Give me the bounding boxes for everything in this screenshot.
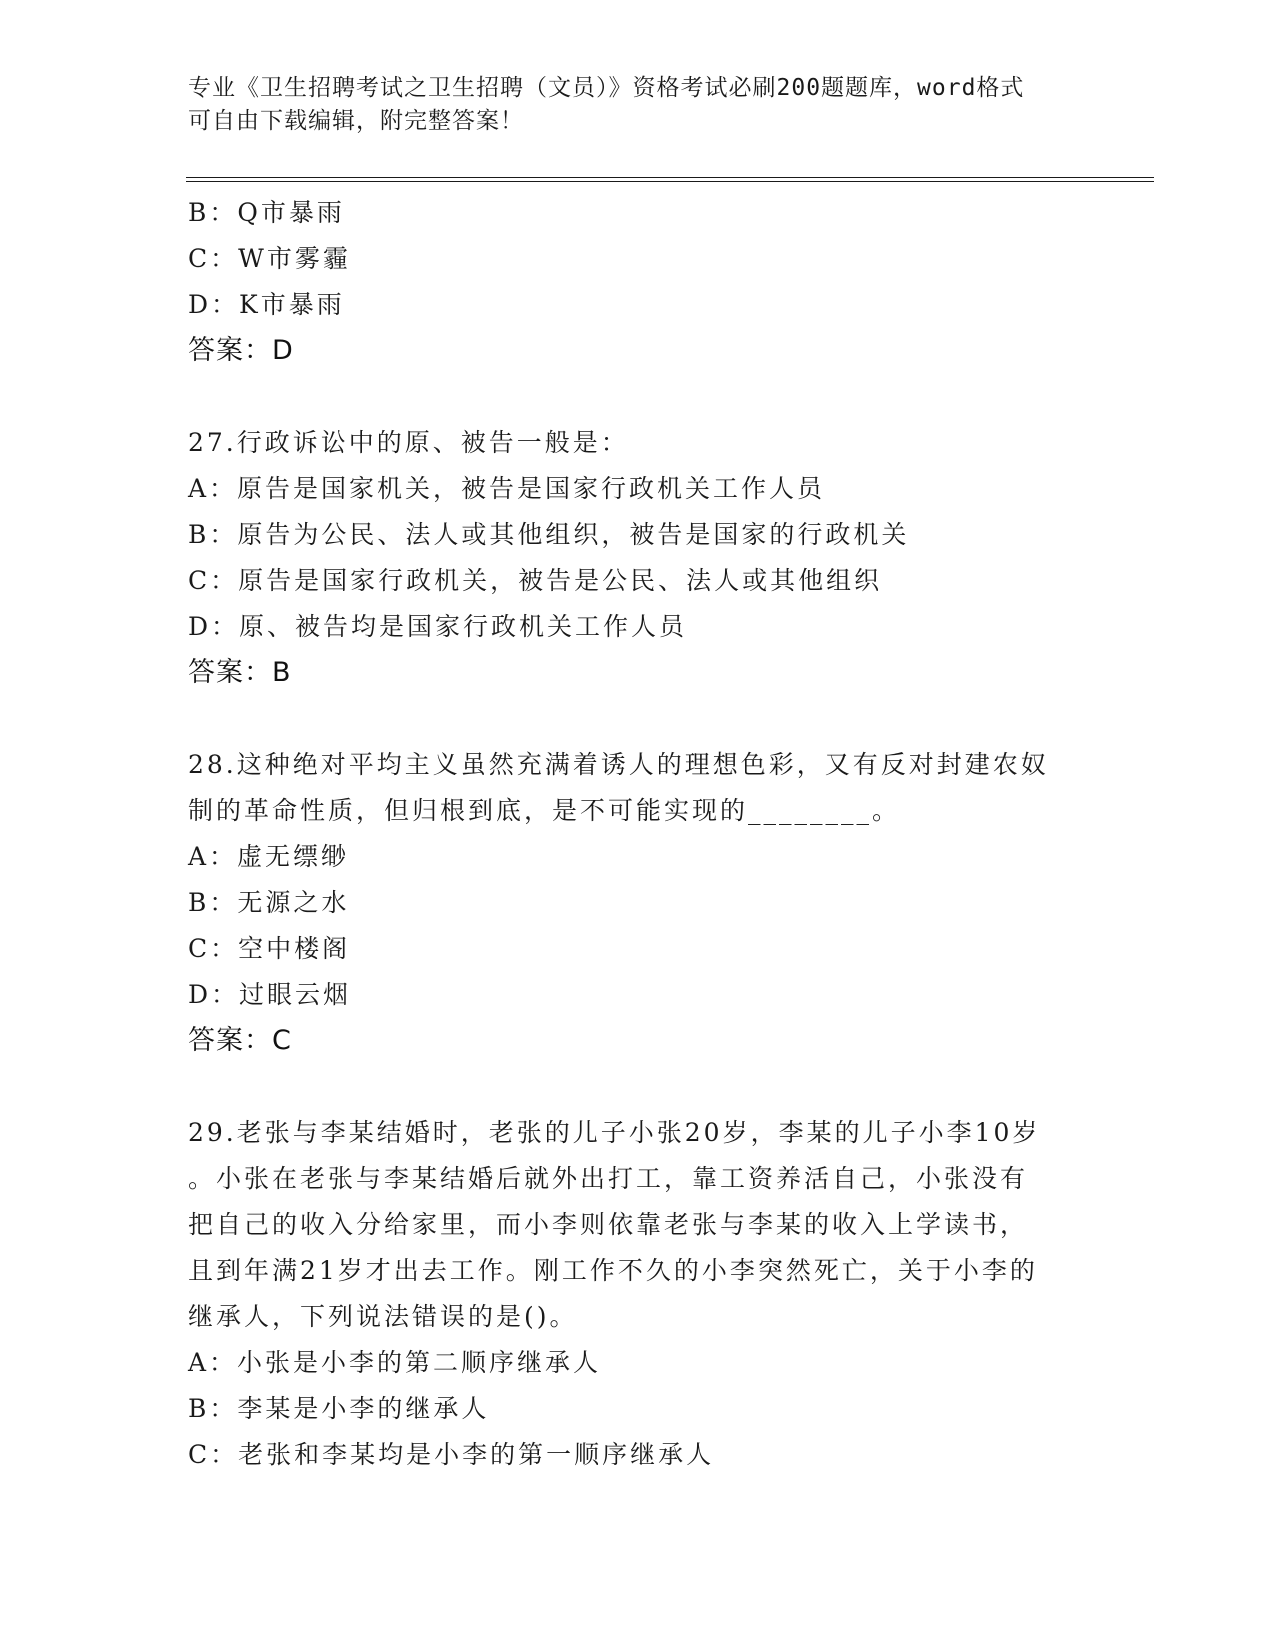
- option-d: D：原、被告均是国家行政机关工作人员: [188, 612, 688, 641]
- option-a: A：虚无缥缈: [188, 842, 350, 871]
- answer: 答案：B: [188, 657, 292, 688]
- option-d: D：过眼云烟: [188, 980, 352, 1009]
- question-stem: 28.这种绝对平均主义虽然充满着诱人的理想色彩，又有反对封建农奴: [188, 750, 1049, 779]
- header-rule-top: [186, 177, 1154, 178]
- option-c: C：原告是国家行政机关，被告是公民、法人或其他组织: [188, 566, 883, 595]
- question-29: [188, 1110, 1088, 1478]
- option-a: A：原告是国家机关，被告是国家行政机关工作人员: [188, 474, 826, 503]
- answer: 答案：D: [188, 335, 294, 366]
- option-c: C：W市雾霾: [188, 244, 351, 273]
- question-27: [188, 420, 1088, 696]
- header-line-1: 专业《卫生招聘考试之卫生招聘（文员）》资格考试必刷200题题库，word格式: [188, 75, 1025, 101]
- option-d: D：K市暴雨: [188, 290, 345, 319]
- answer: 答案：C: [188, 1025, 292, 1056]
- question-stem: 制的革命性质，但归根到底，是不可能实现的________。: [188, 796, 901, 825]
- question-list: [188, 190, 1088, 1478]
- spacer: [188, 696, 1088, 742]
- question-26-tail: [188, 190, 1088, 374]
- spacer: [188, 1064, 1088, 1110]
- question-stem: 继承人，下列说法错误的是()。: [188, 1302, 578, 1331]
- option-a: A：小张是小李的第二顺序继承人: [188, 1348, 602, 1377]
- question-stem: 。小张在老张与李某结婚后就外出打工，靠工资养活自己，小张没有: [188, 1164, 1029, 1193]
- spacer: [188, 374, 1088, 420]
- option-b: B：Q市暴雨: [188, 198, 345, 227]
- question-stem: 把自己的收入分给家里，而小李则依靠老张与李某的收入上学读书，: [188, 1210, 1029, 1239]
- option-b: B：无源之水: [188, 888, 350, 917]
- header-rule-bottom: [186, 181, 1154, 182]
- question-stem: 27.行政诉讼中的原、被告一般是：: [188, 428, 629, 457]
- question-28: [188, 742, 1088, 1064]
- option-c: C：空中楼阁: [188, 934, 351, 963]
- question-stem: 且到年满21岁才出去工作。刚工作不久的小李突然死亡，关于小李的: [188, 1256, 1038, 1285]
- question-stem: 29.老张与李某结婚时，老张的儿子小张20岁，李某的儿子小李10岁: [188, 1118, 1041, 1147]
- document-header: [188, 72, 1068, 138]
- option-b: B：李某是小李的继承人: [188, 1394, 490, 1423]
- option-c: C：老张和李某均是小李的第一顺序继承人: [188, 1440, 715, 1469]
- header-line-2: 可自由下载编辑，附完整答案！: [188, 108, 524, 134]
- option-b: B：原告为公民、法人或其他组织，被告是国家的行政机关: [188, 520, 910, 549]
